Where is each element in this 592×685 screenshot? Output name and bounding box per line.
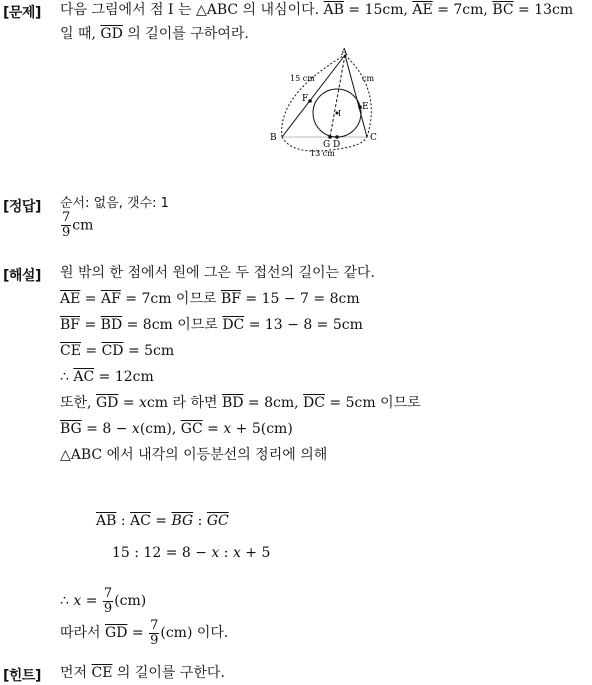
label-len-ab: 15 cm [290,74,315,83]
segment: $\overline{DC}$ [222,317,245,333]
text: = 8 − [81,421,132,437]
hint-tag: [힌트] [3,668,41,684]
denominator: 9 [62,225,71,240]
solution-line-7 [60,420,293,438]
solution-line-2 [60,290,360,308]
denominator: 9 [103,600,113,616]
text: = 12cm [94,369,154,385]
point-f [308,99,312,103]
text: 의 길이를 구한다. [112,665,225,681]
text: 먼저 [60,665,92,681]
segment: $\overline{GC}$ [180,421,203,437]
segment: $\overline{GD}$ [105,625,128,641]
segment-ab: $\overline{AB}$ [323,2,344,18]
solution-line-6 [60,394,421,412]
text: cm 라 하면 [146,395,222,411]
point-d [335,135,339,139]
segment: $\overline{GC}$ [206,513,229,529]
text: 다음 그림에서 점 I 는 △ABC 의 내심이다. [60,2,324,18]
answer-fraction [61,211,71,240]
text: = [150,513,172,529]
problem-tag: [문제] [3,5,41,21]
denominator: 9 [150,632,159,648]
result-x [60,584,146,618]
solution-line-4 [60,342,174,360]
bisector-ag [330,55,345,137]
label-c: C [370,133,377,143]
solution-line-8: △ABC 에서 내각의 이등분선의 정리에 의해 [60,447,328,463]
unit: cm [72,217,94,234]
solution-line-3 [60,316,363,334]
text: = 8cm, [243,395,304,411]
text: = 7cm 이므로 [120,291,221,307]
segment-ae: $\overline{AE}$ [412,2,433,18]
text: = 5cm 이므로 [324,395,421,411]
label-b: B [270,133,277,143]
text: + 5(cm) [231,421,293,437]
label-e: E [362,102,369,112]
text: = 15 − 7 = 8cm [240,291,360,307]
segment: $\overline{CE}$ [60,343,81,359]
point-g [328,135,332,139]
segment: $\overline{BG}$ [60,421,82,437]
numerator: 7 [103,585,113,601]
segment: $\overline{BD}$ [221,395,244,411]
text: (cm) [114,593,147,609]
segment: $\overline{AC}$ [73,369,95,385]
text: 또한, [60,395,96,411]
text: + 5 [240,545,271,561]
text: = [127,625,149,641]
numerator: 7 [62,210,71,225]
answer-value [60,211,93,240]
text: = [202,421,224,437]
segment: $\overline{BG}$ [171,513,194,529]
text: = [118,395,140,411]
var-x: x [232,545,241,561]
fraction [149,619,159,648]
solution-line-1: 원 밖의 한 점에서 원에 그은 두 접선의 길이는 같다. [60,265,375,281]
label-a: A [341,48,348,58]
text: = 13 − 8 = 5cm [244,317,363,333]
text: = [80,291,101,307]
segment: $\overline{GD}$ [95,395,119,411]
label-g: G [323,140,331,150]
label-i: I [338,109,342,118]
segment: $\overline{AF}$ [100,291,121,307]
side-ab [282,55,345,137]
text: ∴ [60,369,74,385]
text: = 5cm [123,343,175,359]
label-len-ac: cm [362,74,375,83]
text: 따라서 [60,625,106,641]
var-x: x [131,421,140,437]
segment: $\overline{BF}$ [220,291,241,307]
text: = 8cm 이므로 [122,317,223,333]
fraction [103,587,113,616]
var-x: x [73,593,82,609]
segment: $\overline{DC}$ [303,395,325,411]
segment-bc: $\overline{BC}$ [492,2,514,18]
segment: $\overline{BF}$ [60,317,81,333]
segment: $\overline{AE}$ [60,291,81,307]
label-d: D [333,140,341,150]
text: 15 : 12 = 8 − [112,545,212,561]
label-len-bc: 13 cm [310,149,335,158]
text: = [80,343,102,359]
text: : [116,513,131,529]
var-x: x [139,395,147,411]
problem-line-1 [60,1,573,19]
label-f: F [302,94,309,104]
numerator: 7 [150,617,159,633]
solution-line-5 [60,368,154,386]
text: = [81,593,102,609]
text: = 15cm, [343,2,413,18]
hint-line [60,664,225,682]
text: ∴ [60,593,74,609]
text: 일 때, [60,26,101,42]
answer-tag: [정답] [3,199,41,215]
segment: $\overline{BD}$ [100,317,123,333]
var-x: x [223,421,232,437]
text: (cm) 이다. [160,625,229,641]
text: : [219,545,233,561]
segment: $\overline{AC}$ [130,513,151,529]
segment: $\overline{AB}$ [96,513,117,529]
triangle-figure [262,45,392,160]
text: = 7cm, [432,2,493,18]
text: (cm), [139,421,181,437]
equation-ratio [96,512,229,530]
text: 의 길이를 구하여라. [122,26,249,42]
text: : [193,513,207,529]
equation-numeric [112,544,270,562]
var-x: x [211,545,220,561]
segment-gd: $\overline{GD}$ [100,26,123,42]
segment: $\overline{CD}$ [101,343,124,359]
result-gd [60,616,228,650]
text: = 13cm [513,2,574,18]
segment-ce: $\overline{CE}$ [91,665,113,681]
answer-meta: 순서: 없음, 갯수: 1 [60,196,169,211]
text: = [80,317,101,333]
solution-tag: [해설] [3,268,41,284]
problem-line-2 [60,25,249,43]
